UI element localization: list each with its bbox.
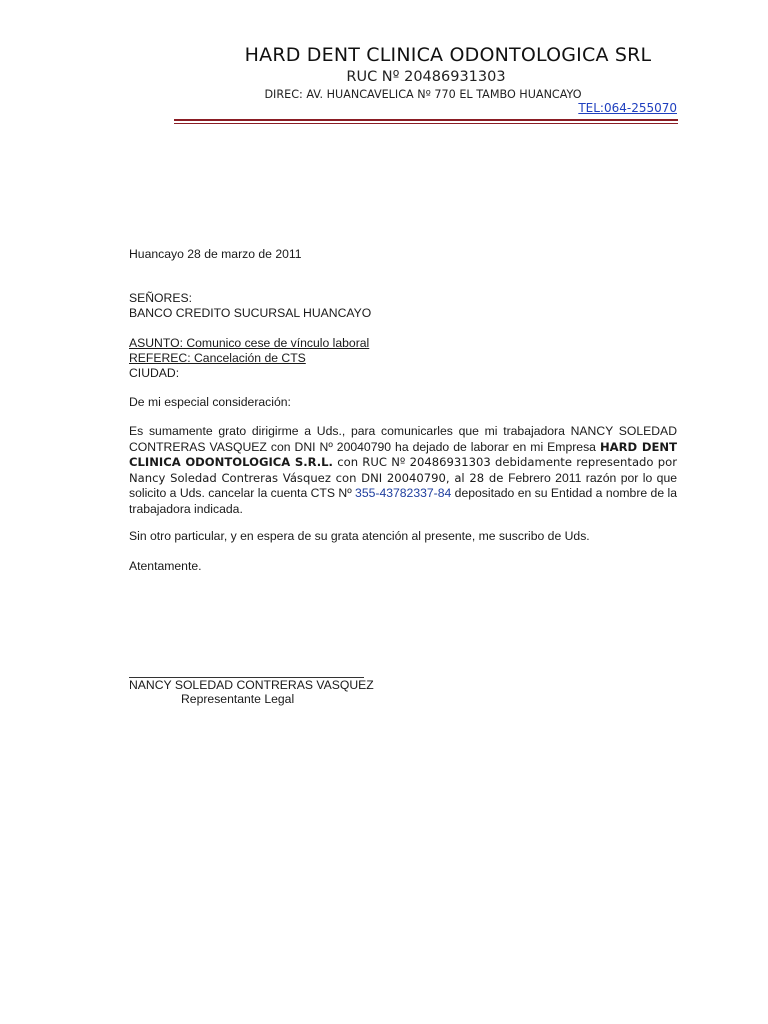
city-line: CIUDAD: [129,366,180,380]
company-phone-link[interactable]: TEL:064-255070 [578,101,677,115]
greeting: De mi especial consideración: [129,395,291,409]
cts-account-number: 355-43782337-84 [355,486,452,500]
company-ruc: RUC Nº 20486931303 [346,69,506,85]
letterhead-rule-bottom [174,123,678,124]
body-company-bold: HARD DENT CLINICA ODONTOLOGICA S.R.L. [129,439,677,469]
recipient-name: BANCO CREDITO SUCURSAL HUANCAYO [129,306,372,320]
letterhead-rule-top [174,119,678,121]
signature-name: NANCY SOLEDAD CONTRERAS VASQUEZ [129,678,374,692]
body-text-part1: Es sumamente grato dirigirme a Uds., para comunicarles que mi trabajadora NANCY SOLEDAD CONTRERAS VASQUEZ con DNI Nº 20040790 ha dejado de laborar en mi Empresa [129,424,677,454]
closing: Atentamente. [129,559,202,573]
closing-paragraph: Sin otro particular, y en espera de su grata atención al presente, me suscribo de Uds. [129,529,590,543]
company-name: HARD DENT CLINICA ODONTOLOGICA SRL [244,44,652,66]
reference-line: REFEREC: Cancelación de CTS [129,351,306,365]
body-text-part4: depositado en su Entidad a nombre de la trabajadora indicada. [129,486,677,516]
body-paragraph [129,424,677,517]
place-date: Huancayo 28 de marzo de 2011 [129,247,302,261]
recipient-title: SEÑORES: [129,291,192,305]
company-address: DIREC: AV. HUANCAVELICA Nº 770 EL TAMBO HUANCAYO [264,88,582,101]
body-text-part3: Febrero 2011 razón por lo que solicito a Uds. cancelar la cuenta CTS Nº [129,470,678,500]
signature-role: Representante Legal [181,692,295,706]
body-text-part2: con RUC Nº 20486931303 debidamente representado por Nancy Soledad Contreras Vásquez con DNI 20040790, al 28 de [129,455,677,485]
subject-line: ASUNTO: Comunico cese de vínculo laboral [129,336,370,350]
